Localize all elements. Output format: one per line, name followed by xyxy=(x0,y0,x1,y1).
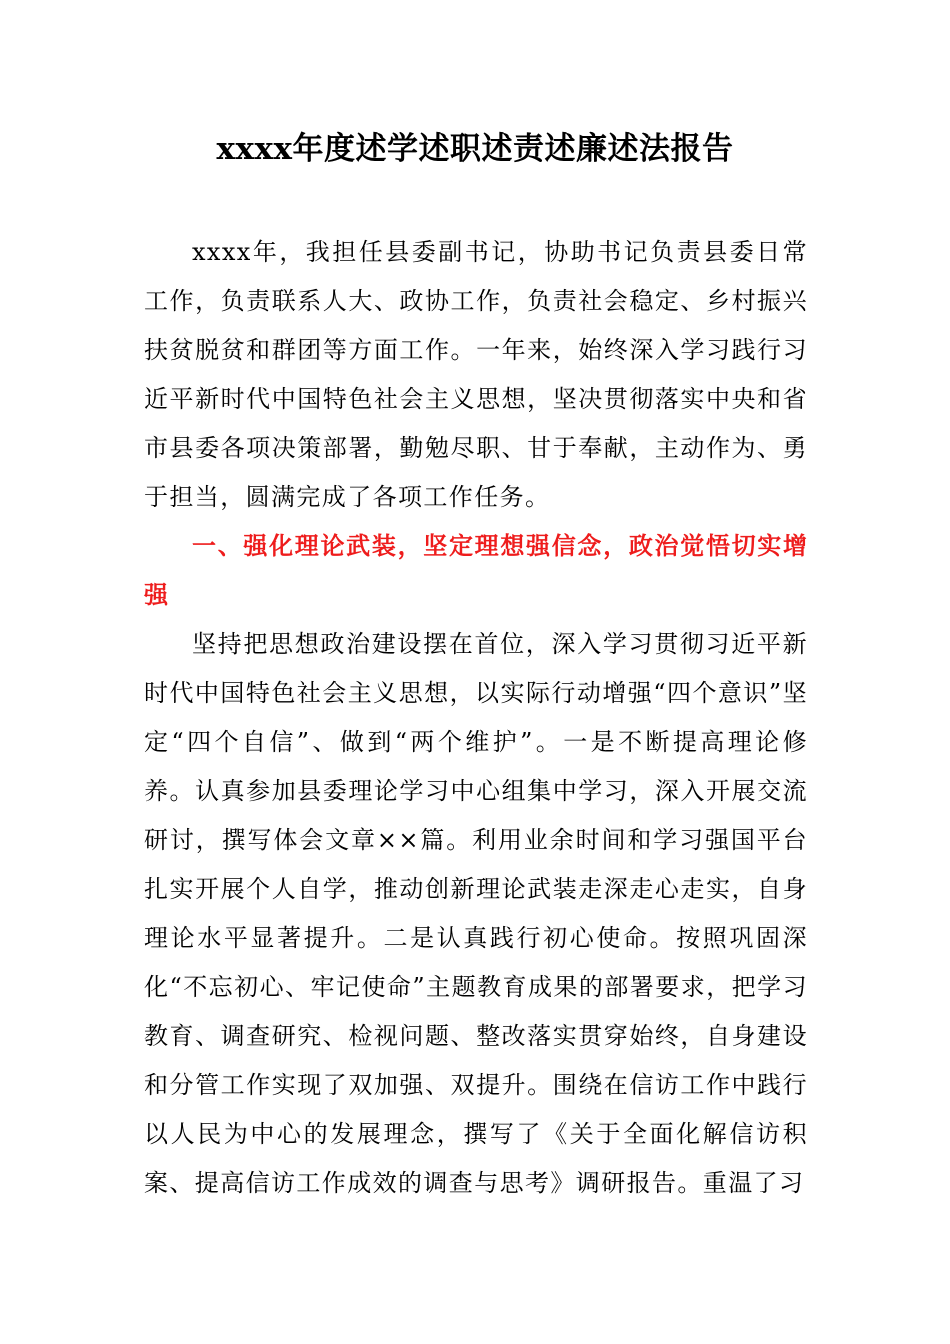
section-1-heading: 一、强化理论武装，坚定理想强信念，政治觉悟切实增强 xyxy=(144,532,808,609)
intro-paragraph: xxxx年，我担任县委副书记，协助书记负责县委日常工作，负责联系人大、政协工作，负责社会稳定、乡村振兴扶贫脱贫和群团等方面工作。一年来，始终深入学习践行习近平新时代中国特色社会主义思想，坚决贯彻落实中央和省市县委各项决策部署，勤勉尽职、甘于奉献，主动作为、勇于担当，圆满完成了各项工作任务。 xyxy=(144,238,808,511)
section-1-paragraph: 坚持把思想政治建设摆在首位，深入学习贯彻习近平新时代中国特色社会主义思想，以实际行动增强“四个意识”坚定“四个自信”、做到“两个维护”。一是不断提高理论修养。认真参加县委理论学习中心组集中学习，深入开展交流研讨，撰写体会文章××篇。利用业余时间和学习强国平台扎实开展个人自学，推动创新理论武装走深走心走实，自身理论水平显著提升。二是认真践行初心使命。按照巩固深化“不忘初心、牢记使命”主题教育成果的部署要求，把学习教育、调查研究、检视问题、整改落实贯穿始终，自身建设和分管工作实现了双加强、双提升。围绕在信访工作中践行以人民为中心的发展理念，撰写了《关于全面化解信访积案、提高信访工作成效的调查与思考》调研报告。重温了习 xyxy=(144,630,808,1197)
document-body xyxy=(144,228,808,1208)
document-title: xxxx年度述学述职述责述廉述法报告 xyxy=(216,131,734,167)
